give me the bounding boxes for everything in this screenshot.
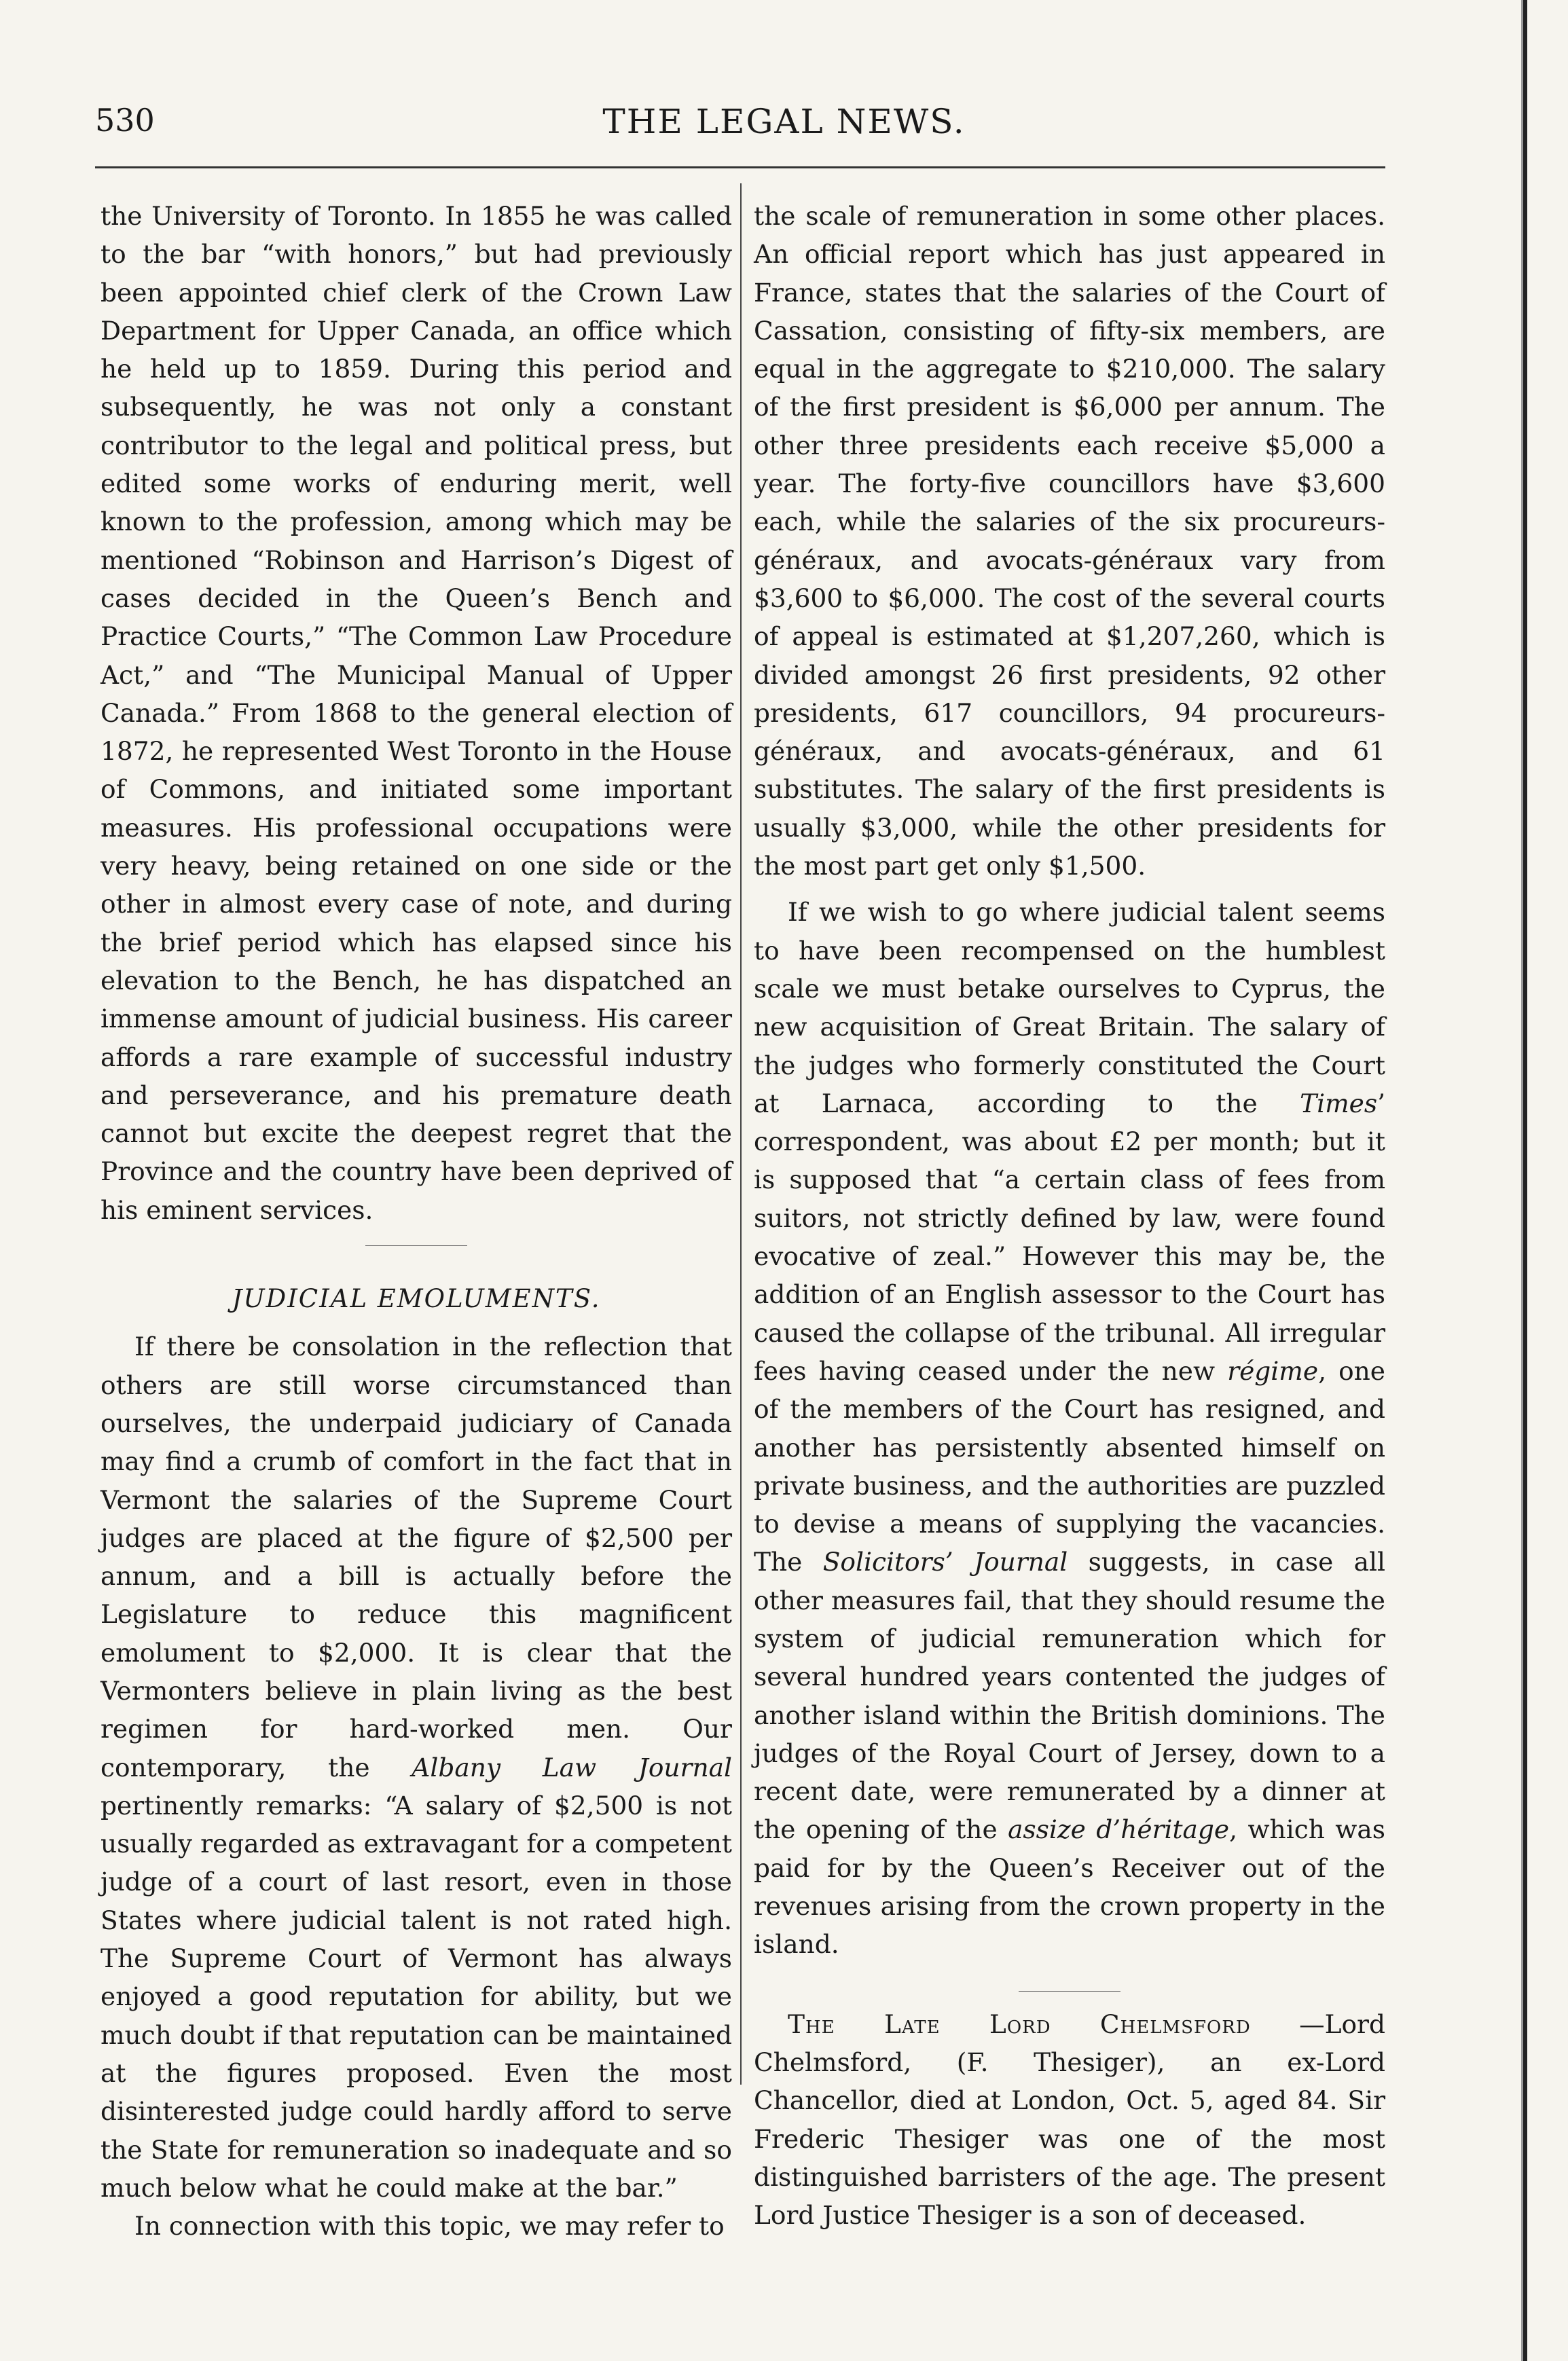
notice-title: The Late Lord Chelmsford bbox=[788, 2009, 1251, 2039]
chelmsford-notice bbox=[754, 2005, 1385, 2235]
column-divider bbox=[740, 183, 742, 2085]
paragraph-3-text-a: If we wish to go where judicial talent seems to have been recompensed on the humblest scale we must betake ourselves to Cyprus, the new acquisition of Great Britain. The salary of the judges who formerly constituted the Court at Larnaca, according to the bbox=[754, 897, 1385, 1118]
regime-word: régime bbox=[1227, 1355, 1319, 1386]
obituary-continuation: the University of Toronto. In 1855 he was called to the bar “with honors,” but had previously been appointed chief clerk of the Crown Law Department for Upper Canada, an office which he held up to 1859. During this period and subsequently, he was not only a constant contributor to the legal and political press, but edited some works of enduring merit, well known to the profession, among which may be mentioned “Robinson and Harrison’s Digest of cases decided in the Queen’s Bench and Practice Courts,” “The Common Law Procedure Act,” and “The Municipal Manual of Upper Canada.” From 1868 to the general election of 1872, he represented West Toronto in the House of Commons, and initiated some important measures. His professional occupations were very heavy, being retained on one side or the other in almost every case of note, and during the brief period which has elapsed since his elevation to the Bench, he has dispatched an immense amount of judicial business. His career affords a rare example of successful industry and perseverance, and his premature death cannot but excite the deepest regret that the Province and the country have been deprived of his eminent services. bbox=[101, 201, 732, 1225]
emoluments-paragraph-3 bbox=[754, 893, 1385, 1963]
running-title: THE LEGAL NEWS. bbox=[602, 102, 966, 141]
paragraph-3-text-b: ’ correspondent, was about £2 per month; but it is supposed that “a certain class of fees from suitors, not strictly defined by law, were found evocative of zeal.” However this may be, the addition of an English assessor to the Court has caused the collapse of the tribunal. All irregular fees having ceased under the new bbox=[754, 1088, 1385, 1386]
notice-separator bbox=[1019, 1991, 1120, 1992]
page-edge bbox=[1523, 0, 1527, 2361]
paragraph-1-text-a: If there be consolation in the reflection that others are still worse circumstanced than ourselves, the underpaid judiciary of Canada may find a crumb of comfort in the fact that in Vermont the salaries of the Supreme Court judges are placed at the figure of $2,500 per annum, and a bill is actually before the Legislature to reduce this magnificent emolument to $2,000. It is clear that the Vermonters believe in plain living as the best regimen for hard-worked men. Our contemporary, the bbox=[101, 1332, 732, 1782]
paragraph-3-text-d: suggests, in case all other measures fail, that they should resume the system of judicial remuneration which for several hundred years contented the judges of another island within the British dominions. The judges of the Royal Court of Jersey, down to a recent date, were remunerated by a dinner at the opening of the bbox=[754, 1547, 1386, 1845]
emoluments-paragraph-1 bbox=[101, 1328, 732, 2207]
emoluments-paragraph-2-start: In connection with this topic, we may refer to bbox=[134, 2211, 725, 2241]
emoluments-paragraph-2-cont: the scale of remuneration in some other places. An official report which has just appeared in France, states that the salaries of the Court of Cassation, consisting of fifty-six members, are equal in the aggregate to $210,000. The salary of the first president is $6,000 per annum. The other three presidents each receive $5,000 a year. The forty-five councillors have $3,600 each, while the salaries of the six procureurs-généraux, and avocats-généraux vary from $3,600 to $6,000. The cost of the several courts of appeal is estimated at $1,207,260, which is divided amongst 26 first presidents, 92 other presidents, 617 councillors, 94 procureurs-généraux, and avocats-généraux, and 61 substitutes. The salary of the first presidents is usually $3,000, while the other presidents for the most part get only $1,500. bbox=[754, 201, 1385, 881]
right-column bbox=[754, 197, 1385, 2234]
header-rule bbox=[95, 166, 1385, 168]
solicitors-journal-title: Solicitors’ Journal bbox=[822, 1547, 1068, 1577]
paragraph-3-text-c: , one of the members of the Court has resigned, and another has persistently absented himself on private business, and the authorities are puzzled to devise a means of supplying the vacancies. The bbox=[754, 1355, 1385, 1577]
notice-text: —Lord Chelmsford, (F. Thesiger), an ex-Lord Chancellor, died at London, Oct. 5, aged 84. Sir Frederic Thesiger was one of the most distinguished barristers of the age. The present Lord Justice Thesiger is a son of deceased. bbox=[754, 2009, 1385, 2231]
paragraph-1-text-b: pertinently remarks: “A salary of $2,500 is not usually regarded as extravagant for a competent judge of a court of last resort, even in those States where judicial talent is not rated high. The Supreme Court of Vermont has always enjoyed a good reputation for ability, but we much doubt if that reputation can be maintained at the figures proposed. Even the most disinterested judge could hardly afford to serve the State for remuneration so inadequate and so much below what he could make at the bar.” bbox=[101, 1790, 732, 2203]
albany-law-journal-title: Albany Law Journal bbox=[412, 1752, 732, 1782]
section-heading: JUDICIAL EMOLUMENTS. bbox=[232, 1284, 601, 1314]
assize-phrase: assize d’héritage bbox=[1008, 1814, 1230, 1845]
times-title: Times bbox=[1300, 1088, 1378, 1118]
left-column bbox=[101, 197, 732, 2245]
paragraph-3-text-e: , which was paid for by the Queen’s Receiver out of the revenues arising from the crown property in the island. bbox=[754, 1814, 1385, 1960]
section-separator bbox=[365, 1245, 467, 1246]
page-number: 530 bbox=[95, 102, 155, 139]
